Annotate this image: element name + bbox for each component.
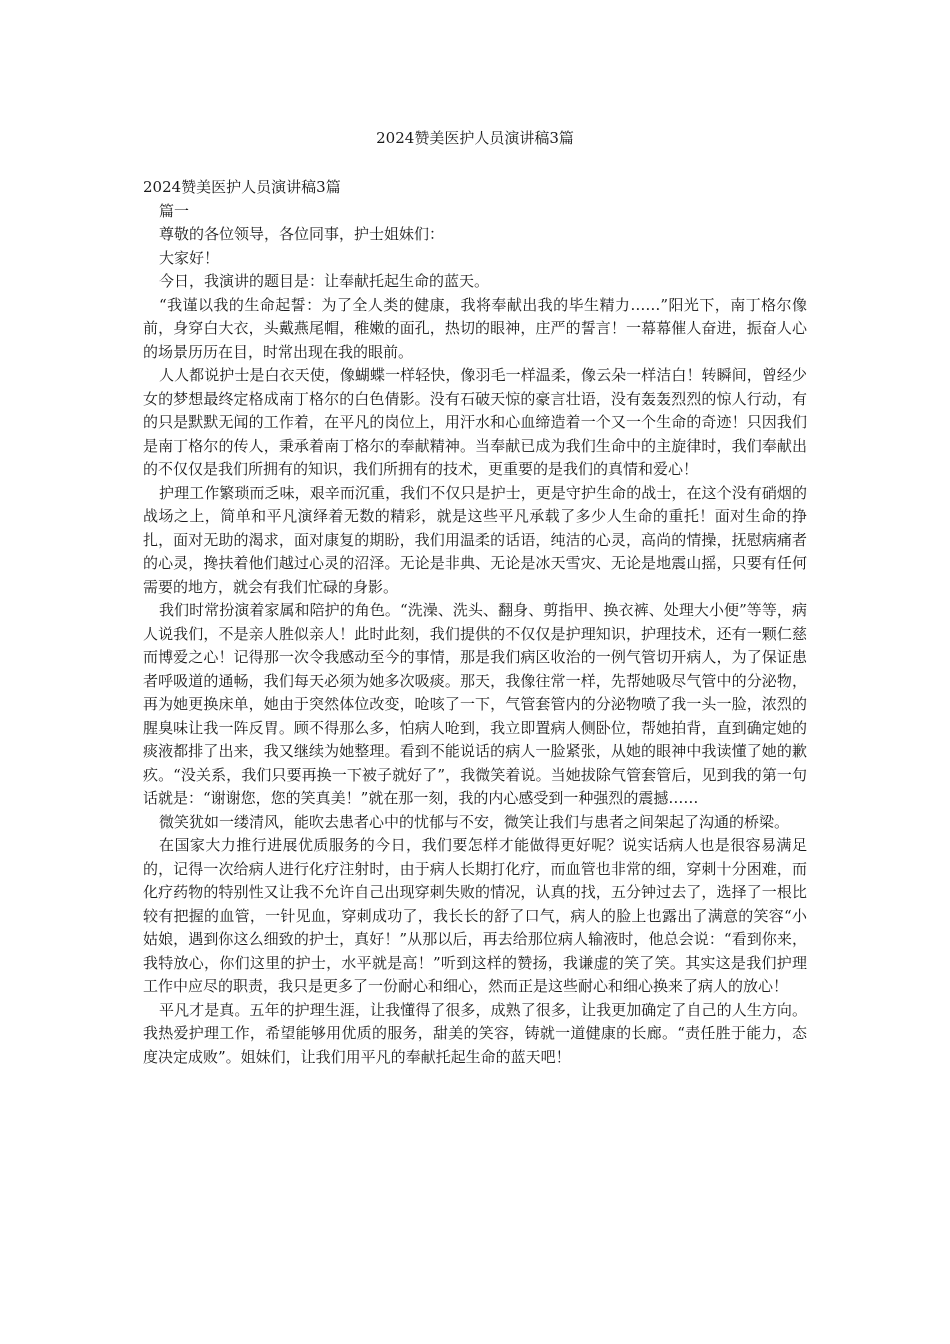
paragraph: 护理工作繁琐而乏味，艰辛而沉重，我们不仅只是护士，更是守护生命的战士，在这个没有硝烟的战场之上，简单和平凡演绎着无数的精彩，就是这些平凡承载了多少人生命的重托！面对生命的挣扎，面对无助的渴求，面对康复的期盼，我们用温柔的话语，纯洁的心灵，高尚的情操，抚慰病痛者的心灵，搀扶着他们越过心灵的沼泽。无论是非典、无论是冰天雪灾、无论是地震山摇，只要有任何需要的地方，就会有我们忙碌的身影。 [143, 483, 807, 596]
paragraph: 微笑犹如一缕清风，能吹去患者心中的忧郁与不安，微笑让我们与患者之间架起了沟通的桥梁。 [159, 812, 790, 831]
document-title: 2024赞美医护人员演讲稿3篇 [376, 129, 574, 147]
paragraph: 今日，我演讲的题目是：让奉献托起生命的蓝天。 [159, 272, 490, 290]
paragraph: “我谨以我的生命起誓：为了全人类的健康，我将奉献出我的毕生精力……”阳光下，南丁格尔像前，身穿白大衣，头戴燕尾帽，稚嫩的面孔，热切的眼神，庄严的誓言！一幕幕催人奋进，振奋人心的场景历历在目，时常出现在我的眼前。 [143, 295, 807, 361]
document-body [143, 176, 807, 1069]
greeting: 大家好！ [159, 248, 220, 267]
paragraph: 在国家大力推行进展优质服务的今日，我们要怎样才能做得更好呢？说实话病人也是很容易满足的，记得一次给病人进行化疗注射时，由于病人长期打化疗，而血管也非常的细，穿刺十分困难，而化疗药物的特别性又让我不允许自己出现穿刺失败的情况，认真的找，五分钟过去了，选择了一根比较有把握的血管，一针见血，穿刺成功了，我长长的舒了口气，病人的脸上也露出了满意的笑容“小姑娘，遇到你这么细致的护士，真好！”从那以后，再去给那位病人输液时，他总会说：“看到你来，我特放心，你们这里的护士，水平就是高！”听到这样的赞扬，我谦虚的笑了笑。其实这是我们护理工作中应尽的职责，我只是更多了一份耐心和细心，然而正是这些耐心和细心换来了病人的放心！ [143, 836, 807, 995]
section-heading: 篇一 [159, 201, 190, 220]
paragraph: 人人都说护士是白衣天使，像蝴蝶一样轻快，像羽毛一样温柔，像云朵一样洁白！转瞬间，曾经少女的梦想最终定格成南丁格尔的白色倩影。没有石破天惊的豪言壮语，没有轰轰烈烈的惊人行动，有的只是默默无闻的工作着，在平凡的岗位上，用汗水和心血缔造着一个又一个生命的奇迹！只因我们是南丁格尔的传人，秉承着南丁格尔的奉献精神。当奉献已成为我们生命中的主旋律时，我们奉献出的不仅仅是我们所拥有的知识，我们所拥有的技术，更重要的是我们的真情和爱心！ [143, 366, 807, 478]
salutation: 尊敬的各位领导，各位同事，护士姐妹们： [159, 225, 445, 243]
paragraph: 平凡才是真。五年的护理生涯，让我懂得了很多，成熟了很多，让我更加确定了自己的人生方向。我热爱护理工作，希望能够用优质的服务，甜美的笑容，铸就一道健康的长廊。“责任胜于能力，态度决定成败”。姐妹们，让我们用平凡的奉献托起生命的蓝天吧！ [143, 1000, 807, 1066]
document-subtitle: 2024赞美医护人员演讲稿3篇 [143, 178, 341, 196]
paragraph: 我们时常扮演着家属和陪护的角色。“洗澡、洗头、翻身、剪指甲、换衣裤、处理大小便”等等，病人说我们，不是亲人胜似亲人！此时此刻，我们提供的不仅仅是护理知识，护理技术，还有一颗仁慈而博爱之心！记得那一次令我感动至今的事情，那是我们病区收治的一例气管切开病人，为了保证患者呼吸道的通畅，我们每天必须为她多次吸痰。那天，我像往常一样，先帮她吸尽气管中的分泌物，再为她更换床单，她由于突然体位改变，呛咳了一下，气管套管内的分泌物喷了我一头一脸，浓烈的腥臭味让我一阵反胃。顾不得那么多，怕病人呛到，我立即置病人侧卧位，帮她拍背，直到确定她的痰液都排了出来，我又继续为她整理。看到不能说话的病人一脸紧张，从她的眼神中我读懂了她的歉疚。“没关系，我们只要再换一下被子就好了”，我微笑着说。当她拔除气管套管后，见到我的第一句话就是：“谢谢您，您的笑真美！”就在那一刻，我的内心感受到一种强烈的震撼…… [143, 601, 807, 807]
